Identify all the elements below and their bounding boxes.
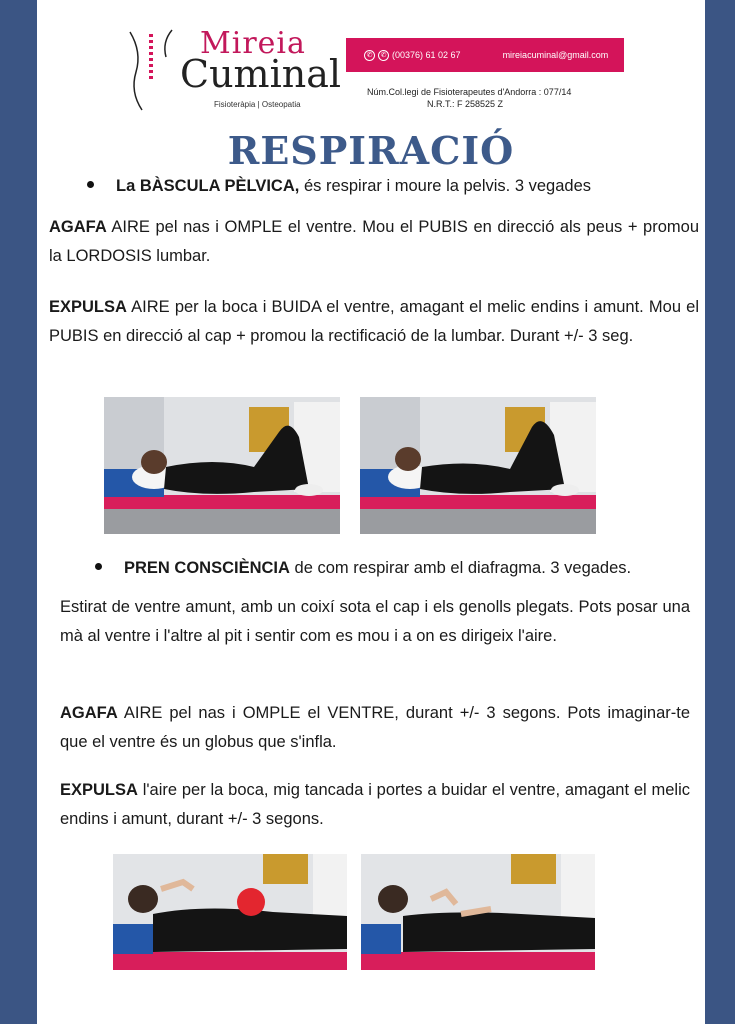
bullet-icon bbox=[95, 563, 102, 570]
email-link[interactable]: mireiacuminal@gmail.com bbox=[502, 50, 609, 60]
logo-subtitle: Fisioteràpia | Osteopatia bbox=[214, 100, 301, 109]
logo-name-first: Mireia bbox=[200, 26, 306, 61]
nrt-number: N.R.T.: F 258525 Z bbox=[427, 99, 504, 109]
section1-inhale-text: AIRE pel nas i OMPLE el ventre. Mou el PUBIS en direcció als peus + promou la LORDOSIS lumbar. bbox=[49, 218, 699, 265]
section2-bullet bbox=[95, 559, 631, 578]
spine-logo-icon bbox=[122, 22, 182, 112]
section1-bullet-bold: La BÀSCULA PÈLVICA, bbox=[116, 177, 300, 195]
document-page bbox=[37, 0, 705, 1024]
exercise-photo-3 bbox=[113, 854, 347, 970]
section1-bullet bbox=[87, 177, 591, 196]
section2-bullet-text: de com respirar amb el diafragma. 3 vegades. bbox=[289, 559, 632, 577]
registration-info bbox=[367, 86, 571, 110]
phone-number[interactable]: (00376) 61 02 67 bbox=[392, 50, 461, 60]
section2-bullet-bold: PREN CONSCIÈNCIA bbox=[124, 559, 290, 577]
logo-name-last: Cuminal bbox=[180, 52, 342, 96]
section2-inhale bbox=[60, 699, 690, 757]
section1-exhale-bold: EXPULSA bbox=[49, 298, 127, 316]
section1-bullet-text: és respirar i moure la pelvis. 3 vegades bbox=[299, 177, 591, 195]
section2-exhale bbox=[60, 776, 690, 834]
exercise-photo-2 bbox=[360, 397, 596, 534]
section2-exhale-bold: EXPULSA bbox=[60, 781, 138, 799]
section2-exhale-text: l'aire per la boca, mig tancada i portes a buidar el ventre, amagant el melic endins i amunt, durant +/- 3 segons. bbox=[60, 781, 690, 828]
section2-inhale-bold: AGAFA bbox=[60, 704, 118, 722]
section1-inhale-bold: AGAFA bbox=[49, 218, 107, 236]
phone-icon: ✆ bbox=[364, 50, 375, 61]
whatsapp-icon: ✆ bbox=[378, 50, 389, 61]
page-title: RESPIRACIÓ bbox=[227, 128, 515, 173]
section2-inhale-text: AIRE pel nas i OMPLE el VENTRE, durant +/- 3 segons. Pots imaginar-te que el ventre és un globus que s'infla. bbox=[60, 704, 690, 751]
logo bbox=[122, 22, 342, 112]
section1-inhale bbox=[49, 213, 699, 271]
registration-number: Núm.Col.legi de Fisioterapeutes d'Andorra : 077/14 bbox=[367, 87, 572, 97]
exercise-photo-4 bbox=[361, 854, 595, 970]
section1-exhale-text: AIRE per la boca i BUIDA el ventre, amagant el melic endins i amunt. Mou el PUBIS en direcció al cap + promou la rectificació de la lumbar. Durant +/- 3 seg. bbox=[49, 298, 699, 345]
section1-exhale bbox=[49, 293, 699, 351]
section2-intro: Estirat de ventre amunt, amb un coixí sota el cap i els genolls plegats. Pots posar una mà al ventre i l'altre al pit i sentir com es mou i a on es dirigeix l'aire. bbox=[60, 598, 690, 645]
bullet-icon bbox=[87, 181, 94, 188]
contact-banner bbox=[346, 38, 624, 72]
exercise-photo-1 bbox=[104, 397, 340, 534]
